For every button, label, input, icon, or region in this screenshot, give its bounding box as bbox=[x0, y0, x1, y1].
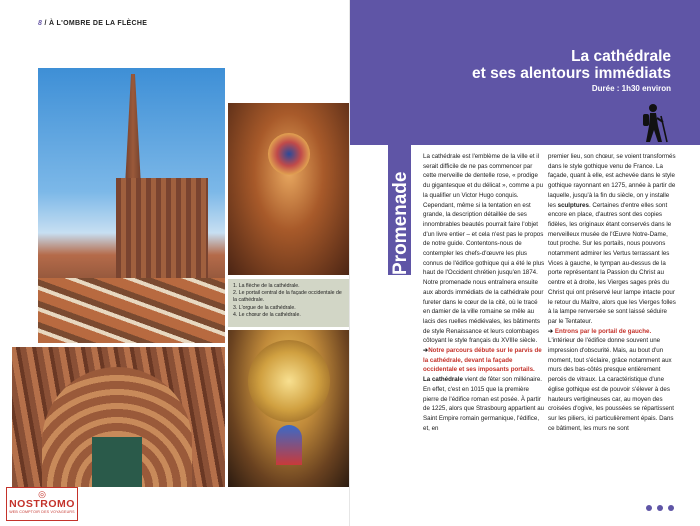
choir-window-shape bbox=[276, 425, 302, 465]
photo-choir bbox=[228, 330, 350, 487]
col2-p1-text: premier lieu, son chœur, se voient transformés dans le style gothique venu de France. La façade, quant à elle, est achevée dans le style gothique rayonnant en 1275, année à partir de laquelle, jusqu'à la fin du siècle, on y installe les bbox=[548, 153, 676, 209]
continue-dots-icon bbox=[645, 504, 675, 512]
rose-window-shape bbox=[268, 133, 310, 175]
photo-central-portal bbox=[12, 347, 225, 487]
running-head bbox=[38, 20, 147, 27]
photo-cathedral-spire bbox=[38, 68, 225, 343]
col2-paragraph-1 bbox=[548, 152, 676, 327]
col1-directions bbox=[423, 346, 545, 375]
arrow-icon: ➔ bbox=[423, 347, 429, 355]
caption-4: 4. Le chœur de la cathédrale. bbox=[233, 311, 301, 318]
col1-p3-bold: La cathédrale bbox=[423, 376, 463, 384]
choir-apse-shape bbox=[248, 340, 330, 422]
hiker-icon bbox=[634, 102, 672, 144]
col1-paragraph-1: La cathédrale est l'emblème de la ville et il serait difficile de ne pas commencer par cette merveille de dentelle rose, « prodige du gigantesque et du délicat », comme a pu la qualifier un Victor Hugo conquis. Cependant, même si la tentation en est grande, la description détaillée de ses innombrables beautés pourrait faire l'objet d'un livre entier – et cela n'est pas le propos de notre guide. Contentons-nous de contempler les chefs-d'œuvre les plus connus de l'édifice gothique qui a été le plus haut de l'Occident chrétien jusqu'en 1874. bbox=[423, 153, 545, 277]
text-column-1 bbox=[423, 152, 545, 433]
page-number: 8 bbox=[38, 20, 43, 27]
col1-paragraph-3 bbox=[423, 375, 545, 433]
right-page bbox=[350, 0, 700, 526]
caption-1: 1. La flèche de la cathédrale. bbox=[233, 283, 300, 289]
rooftops-shape bbox=[38, 278, 225, 343]
text-column-2 bbox=[548, 152, 676, 433]
globe-icon: ◎ bbox=[38, 489, 46, 499]
walk-duration: Durée : 1h30 environ bbox=[591, 84, 671, 93]
page-title-line1: La cathédrale bbox=[571, 48, 671, 65]
col2-p1-bold: sculptures bbox=[557, 201, 589, 209]
page-title-line2: et ses alentours immédiats bbox=[472, 65, 671, 82]
col1-directions-text: Notre parcours débute sur le parvis de la cathédrale, devant la façade occidentale et ses imposants portails. bbox=[423, 347, 542, 374]
arrow-icon: ➔ bbox=[548, 327, 554, 335]
nostromo-logo[interactable] bbox=[6, 487, 78, 521]
col2-paragraph-2: L'intérieur de l'édifice donne souvent une impression d'obscurité. Mais, au bout d'un moment, tout s'éclaire, grâce notamment aux murs des bas-côtés presque entièrement percés de vitraux. La caractéristique d'une église gothique est de pouvoir s'élever à des hauteurs vertigineuses car, au moyen des croisées d'ogive, les poussées se répartissent sur les piliers, ici particulièrement épais. Dans ce bâtiment, les murs ne sont bbox=[548, 337, 675, 432]
logo-name: NOSTROMO bbox=[9, 498, 75, 510]
logo-tagline: WEB COMPTOIR DES VOYAGEURS bbox=[9, 510, 75, 514]
col1-p3-text: vient de fêter son millénaire. En effet, c'est en 1015 que la première pierre de l'édifice roman est posée. À partir de 1225, alors que Strasbourg appartient au Saint Empire romain germanique, l'édifice, et, en bbox=[423, 376, 545, 432]
col1-paragraph-2: Notre promenade nous entraînera ensuite aux abords immédiats de la cathédrale pour fureter dans le cœur de la cité, où le tracé en damier de la ville romaine se mêle au lacis des ruelles médiévales, les bâtiments de style Renaissance et leurs colombages côtoyant le style français du XVIIIe siècle. bbox=[423, 279, 544, 345]
photo-organ bbox=[228, 103, 350, 275]
photo-captions bbox=[228, 279, 350, 327]
portal-door-shape bbox=[92, 437, 142, 487]
col2-p1-end: . Certaines d'entre elles sont encore en place, d'autres sont des copies fidèles, les originaux étant conservés dans le merveilleux musée de l'Œuvre Notre-Dame, tout proche. Sur les portails, nous pouvons notamment admirer les Vertus terrassant les Vices à gauche, le tympan au-dessus de la porte représentant la Passion du Christ au centre et à droite, les Vierges sages près du Christ qui ont préservé leur lampe intacte pour le retour du Maître, alors que les Vierges folles à la lampe renversée se sont laissé séduire par le Tentateur. bbox=[548, 201, 676, 325]
caption-2: 2. Le portail central de la façade occidentale de la cathédrale. bbox=[233, 290, 342, 304]
col2-directions bbox=[548, 327, 676, 337]
section-label: Promenade bbox=[390, 171, 411, 275]
running-head-title: / À L'OMBRE DE LA FLÈCHE bbox=[44, 20, 148, 27]
col2-directions-text: Entrons par le portail de gauche. bbox=[554, 327, 652, 335]
caption-3: 3. L'orgue de la cathédrale. bbox=[233, 304, 296, 311]
